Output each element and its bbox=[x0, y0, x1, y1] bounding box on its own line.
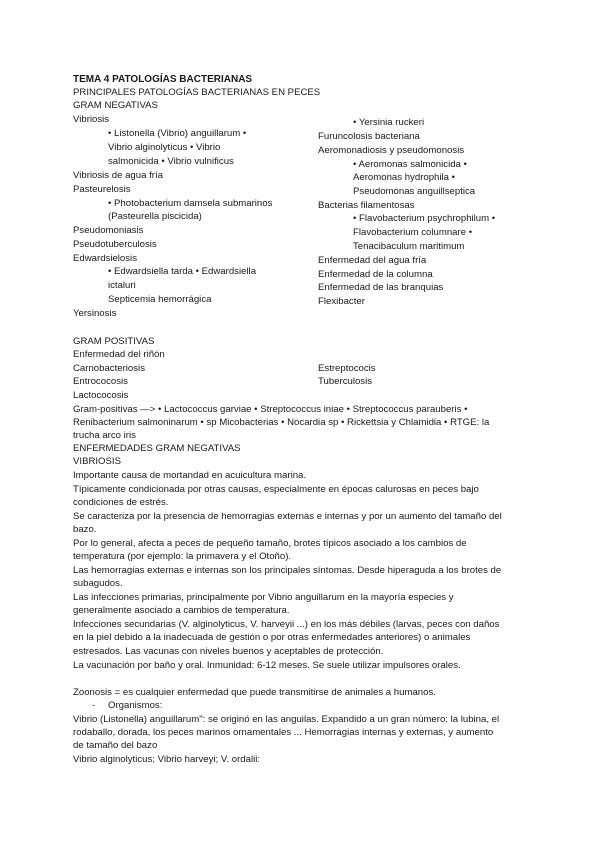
list-item: Vibriosis de agua fría bbox=[73, 170, 163, 181]
list-item: Enfermedad del agua fría bbox=[318, 255, 427, 266]
list-item: Enfermedad de las branquias bbox=[318, 282, 444, 293]
paragraph-line: temperatura (por ejemplo: la primavera y el Otoño). bbox=[73, 551, 292, 562]
list-item: Entrococosis bbox=[73, 376, 128, 387]
list-item: Pseudotuberculosis bbox=[73, 239, 157, 250]
list-item: Enfermedad del riñón bbox=[73, 349, 165, 360]
gram-negative-heading: GRAM NEGATIVAS bbox=[73, 100, 158, 111]
paragraph-line: rodaballo, dorada, los peces marinos ornamentales ... Hemorragias internas y externas, y aumento bbox=[73, 727, 494, 738]
organismos-label: Organismos: bbox=[108, 700, 163, 711]
paragraph-line: Importante causa de mortandad en acuicultura marina. bbox=[73, 470, 307, 481]
gram-positive-summary-line: Gram-positivas —> • Lactococcus garviae • Streptococcus iniae • Streptococcus parauberis • bbox=[73, 404, 468, 415]
list-item: Flavobacterium columnare • bbox=[353, 227, 473, 238]
list-item: Pseudomoniasis bbox=[73, 225, 144, 236]
list-item: Enfermedad de la columna bbox=[318, 269, 433, 280]
gram-positive-summary-line: trucha arco iris bbox=[73, 430, 136, 441]
list-item: • Aeromonas salmonicida • bbox=[353, 159, 467, 170]
paragraph-line: bazo. bbox=[73, 524, 97, 535]
paragraph-line: en la piel debido a la inadecuada de gestión o por otras enfermedades anteriores) o animales bbox=[73, 632, 471, 643]
paragraph-line: Infecciones secundarias (V. alginolyticus, V. harveyii ...) en los más débiles (larvas, peces con daños bbox=[73, 619, 500, 630]
list-item: Edwardsielosis bbox=[73, 253, 137, 264]
paragraph-line: Se caracteriza por la presencia de hemorragias externas e internas y por un aumento del tamaño del bbox=[73, 511, 502, 522]
list-item: salmonicida • Vibrio vulnificus bbox=[108, 156, 234, 167]
list-item: ictaluri bbox=[108, 280, 136, 291]
list-item: Aeromonadiosis y pseudomonosis bbox=[318, 145, 465, 156]
list-item: • Edwardsiella tarda • Edwardsiella bbox=[108, 266, 257, 277]
paragraph-line: Vibrio alginolyticus; Vibrio harveyi; V. ordalii: bbox=[73, 754, 260, 765]
list-item: Estreptococis bbox=[318, 363, 376, 374]
list-item: Aeromonas hydrophila • bbox=[353, 172, 456, 183]
bullet-dash: - bbox=[92, 700, 96, 711]
paragraph-line: Las hemorragias externas e internas son los principales síntomas. Desde hiperaguda a los brotes de bbox=[73, 565, 502, 576]
section-heading: ENFERMEDADES GRAM NEGATIVAS bbox=[73, 443, 241, 454]
paragraph-line: condiciones de estrés. bbox=[73, 497, 169, 508]
paragraph-line: estresados. Las vacunas con niveles buenos y aceptables de protección. bbox=[73, 646, 384, 657]
document-title: TEMA 4 PATOLOGÍAS BACTERIANAS bbox=[73, 74, 253, 85]
list-item: Pasteurelosis bbox=[73, 184, 131, 195]
paragraph-line: generalmente asociado a cambios de temperatura. bbox=[73, 605, 290, 616]
list-item: • Photobacterium damsela submarinos bbox=[108, 198, 273, 209]
list-item: • Listonella (Vibrio) anguillarum • bbox=[108, 128, 247, 139]
list-item: • Yersinia ruckeri bbox=[353, 117, 425, 128]
list-item: (Pasteurella piscicida) bbox=[108, 211, 202, 222]
list-item: Lactococosis bbox=[73, 390, 129, 401]
paragraph-line: Las infecciones primarias, principalmente por Vibrio anguillarum en la mayoría especies y bbox=[73, 592, 454, 603]
paragraph-line: La vacunación por baño y oral. Inmunidad: 6-12 meses. Se suele utilizar impulsores orales. bbox=[73, 660, 461, 671]
list-item: Furuncolosis bacteriana bbox=[318, 131, 420, 142]
list-item: Carnobacteriosis bbox=[73, 363, 145, 374]
list-item: Septicemia hemorrágica bbox=[108, 294, 212, 305]
list-item: Vibrio alginolyticus • Vibrio bbox=[108, 142, 221, 153]
paragraph-line: subagudos. bbox=[73, 578, 123, 589]
paragraph-line: Vibrio (Listonella) anguillarum": se originó en las anguilas. Expandido a un gran número: la lubina, el bbox=[73, 714, 500, 725]
list-item: Vibriosis bbox=[73, 114, 110, 125]
list-item: Pseudomonas anguillseptica bbox=[353, 186, 476, 197]
zoonosis-definition: Zoonosis = es cualquier enfermedad que puede transmitirse de animales a humanos. bbox=[73, 687, 436, 698]
paragraph-line: Típicamente condicionada por otras causas, especialmente en épocas calurosas en peces bajo bbox=[73, 484, 479, 495]
subtitle: PRINCIPALES PATOLOGÍAS BACTERIANAS EN PECES bbox=[73, 87, 321, 98]
list-item: Tenacibaculum maritimum bbox=[353, 241, 465, 252]
list-item: Tuberculosis bbox=[318, 376, 373, 387]
list-item: Flexibacter bbox=[318, 296, 365, 307]
list-item: Bacterias filamentosas bbox=[318, 200, 415, 211]
gram-positive-heading: GRAM POSITIVAS bbox=[73, 336, 155, 347]
paragraph-line: de tamaño del bazo bbox=[73, 740, 158, 751]
section-heading: VIBRIOSIS bbox=[73, 456, 121, 467]
list-item: Yersinosis bbox=[73, 308, 117, 319]
gram-positive-summary-line: Renibacterium salmoninarum • sp Micobacterias • Nocardia sp • Rickettsia y Chlamidia • RTGE: la bbox=[73, 417, 490, 428]
list-item: • Flavobacterium psychrophilum • bbox=[353, 213, 496, 224]
paragraph-line: Por lo general, afecta a peces de pequeño tamaño, brotes típicos asociado a los cambios de bbox=[73, 538, 467, 549]
